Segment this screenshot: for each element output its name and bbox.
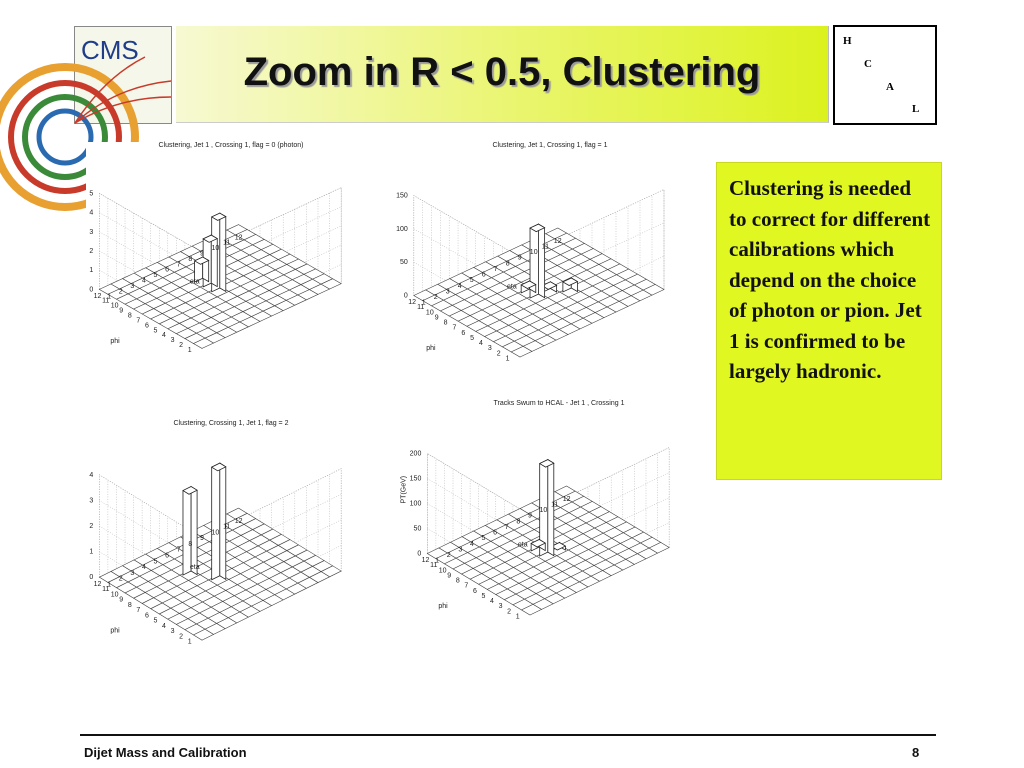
z-tick-label: 100 [409, 500, 422, 508]
plot-flag-2 [86, 420, 376, 676]
x-tick-label: 12 [234, 517, 243, 525]
y-tick-label: 11 [417, 304, 425, 312]
x-tick-label: 12 [234, 234, 243, 242]
z-tick-label: 150 [396, 192, 408, 200]
x-tick-label: 12 [553, 237, 562, 245]
z-tick-label: 3 [89, 228, 94, 236]
y-tick-label: 10 [110, 591, 119, 599]
plot-photon [86, 142, 376, 382]
x-tick-label: 2 [433, 294, 438, 302]
x-tick-label: 6 [165, 552, 170, 560]
y-tick-label: 2 [179, 633, 184, 641]
y-tick-label: 8 [443, 319, 448, 327]
plot-tracks [400, 400, 704, 650]
y-tick-label: 12 [408, 299, 417, 307]
y-tick-label: 12 [93, 292, 102, 300]
z-tick-label: 5 [89, 190, 94, 198]
plot-canvas [86, 420, 376, 676]
y-tick-label: 5 [153, 617, 158, 625]
y-tick-label: 6 [472, 587, 477, 595]
x-tick-label: 9 [527, 512, 532, 520]
y-tick-label: 6 [461, 329, 466, 337]
slide-title: Zoom in R < 0.5, Clustering [243, 50, 761, 94]
hcal-logo [833, 25, 937, 125]
y-tick-label: 9 [119, 307, 124, 315]
z-tick-label: 3 [89, 497, 94, 505]
y-tick-label: 9 [434, 314, 439, 322]
y-tick-label: 3 [498, 603, 503, 611]
x-tick-label: 2 [118, 575, 123, 583]
z-tick-label: 100 [396, 225, 408, 233]
plot-body [396, 190, 664, 363]
x-tick-label: 6 [165, 266, 170, 274]
x-tick-label: 1 [421, 299, 426, 307]
hcal-letter-l: L [912, 103, 920, 115]
z-tick-label: 1 [89, 548, 94, 556]
x-tick-label: 9 [517, 254, 522, 262]
plot-body [89, 188, 341, 354]
y-tick-label: 11 [102, 586, 110, 594]
x-tick-label: 6 [493, 529, 498, 537]
z-tick-label: 0 [89, 574, 94, 582]
y-tick-label: 5 [470, 334, 475, 342]
hcal-letter-h: H [843, 35, 852, 47]
x-tick-label: 10 [211, 529, 220, 537]
y-tick-label: 2 [507, 608, 512, 616]
x-tick-label: 3 [130, 282, 135, 290]
y-tick-label: 1 [505, 355, 510, 363]
y-tick-label: 12 [421, 557, 430, 565]
bar [212, 463, 226, 580]
plot-body [89, 463, 341, 645]
z-tick-label: 0 [89, 286, 94, 294]
z-tick-label: 0 [403, 292, 408, 300]
x-tick-label: 4 [457, 282, 462, 290]
note-box [716, 162, 942, 480]
x-tick-label: 6 [481, 271, 486, 279]
x-tick-label: 3 [130, 569, 135, 577]
x-tick-label: 11 [541, 243, 550, 251]
x-tick-label: 11 [223, 239, 231, 247]
x-axis-label: eta [189, 564, 200, 572]
z-tick-label: 1 [89, 267, 94, 275]
y-tick-label: 3 [487, 345, 492, 353]
x-tick-label: 8 [188, 540, 193, 548]
y-tick-label: 7 [136, 607, 141, 615]
page-number: 8 [912, 745, 920, 760]
y-tick-label: 4 [479, 340, 483, 348]
x-tick-label: 1 [107, 293, 112, 301]
y-tick-label: 11 [102, 297, 110, 305]
y-tick-label: 9 [119, 596, 124, 604]
y-axis-label: phi [426, 345, 436, 353]
y-axis-label: phi [438, 603, 448, 611]
y-tick-label: 7 [464, 582, 469, 590]
x-tick-label: 10 [529, 249, 538, 257]
y-tick-label: 2 [496, 350, 501, 358]
z-tick-label: 200 [409, 450, 422, 458]
x-tick-label: 9 [199, 250, 204, 258]
z-tick-label: 150 [409, 475, 422, 483]
x-tick-label: 10 [211, 245, 220, 253]
hcal-letter-c: C [864, 58, 872, 70]
x-tick-label: 5 [469, 277, 474, 285]
x-tick-label: 3 [445, 288, 450, 296]
x-tick-label: 10 [539, 507, 548, 515]
x-tick-label: 7 [493, 265, 498, 273]
x-tick-label: 2 [446, 552, 451, 560]
cms-logo [74, 26, 172, 124]
y-axis-label: phi [110, 337, 120, 345]
x-axis-label: eta [189, 278, 200, 286]
x-tick-label: 5 [481, 535, 486, 543]
plot-title: Clustering, Crossing 1, Jet 1, flag = 2 [173, 420, 289, 427]
x-tick-label: 8 [505, 260, 510, 268]
y-tick-label: 4 [162, 622, 166, 630]
y-tick-label: 1 [515, 613, 520, 621]
plot-body [400, 448, 669, 621]
x-tick-label: 4 [141, 564, 146, 572]
footer-divider [80, 734, 936, 736]
x-tick-label: 12 [562, 495, 571, 503]
x-tick-label: 1 [435, 557, 440, 565]
y-tick-label: 11 [430, 562, 438, 570]
plot-flag-1 [396, 142, 700, 392]
y-tick-label: 8 [127, 312, 132, 320]
x-tick-label: 2 [118, 288, 123, 296]
x-axis-label: eta [517, 541, 528, 549]
y-tick-label: 2 [179, 342, 184, 350]
y-tick-label: 8 [127, 601, 132, 609]
x-tick-label: 1 [107, 581, 112, 589]
y-tick-label: 7 [136, 317, 141, 325]
x-tick-label: 9 [199, 535, 204, 543]
z-tick-label: 4 [89, 471, 94, 479]
y-tick-label: 3 [170, 337, 175, 345]
x-tick-label: 11 [551, 501, 559, 509]
footer-title: Dijet Mass and Calibration [84, 745, 247, 760]
x-tick-label: 4 [141, 277, 146, 285]
x-tick-label: 3 [458, 546, 463, 554]
y-tick-label: 10 [110, 302, 119, 310]
z-tick-label: 2 [89, 247, 94, 255]
plot-title: Tracks Swum to HCAL - Jet 1 , Crossing 1 [493, 400, 625, 407]
plot-canvas [400, 400, 704, 650]
x-tick-label: 7 [176, 261, 181, 269]
y-tick-label: 4 [162, 332, 166, 340]
x-tick-label: 11 [223, 523, 231, 531]
plot-title: Clustering, Jet 1, Crossing 1, flag = 1 [492, 142, 608, 149]
cms-logo-text: CMS [81, 35, 139, 65]
y-tick-label: 7 [452, 324, 457, 332]
z-tick-label: 2 [89, 522, 94, 530]
x-axis-label: eta [507, 283, 517, 291]
y-tick-label: 8 [455, 577, 460, 585]
y-tick-label: 10 [425, 309, 434, 317]
hcal-letter-a: A [886, 81, 894, 93]
y-tick-label: 5 [481, 592, 486, 600]
z-tick-label: 0 [417, 550, 422, 558]
z-tick-label: 4 [89, 209, 94, 217]
x-tick-label: 5 [153, 558, 158, 566]
y-tick-label: 4 [490, 598, 494, 606]
x-tick-label: 8 [188, 255, 193, 263]
y-tick-label: 1 [187, 638, 192, 646]
y-tick-label: 5 [153, 327, 158, 335]
plot-canvas [396, 142, 700, 392]
x-tick-label: 7 [176, 546, 181, 554]
y-tick-label: 6 [144, 322, 149, 330]
z-tick-label: 50 [400, 259, 408, 267]
plot-title: Clustering, Jet 1 , Crossing 1, flag = 0 (photon) [158, 142, 304, 149]
z-tick-label: 50 [413, 525, 422, 533]
y-tick-label: 12 [93, 580, 102, 588]
bar [183, 487, 197, 576]
plot-canvas [86, 142, 376, 382]
title-banner [176, 26, 829, 123]
y-tick-label: 6 [144, 612, 149, 620]
y-tick-label: 10 [438, 567, 447, 575]
y-axis-label: phi [110, 627, 120, 635]
x-tick-label: 5 [153, 272, 158, 280]
x-tick-label: 7 [504, 523, 509, 531]
y-tick-label: 1 [187, 346, 192, 354]
y-tick-label: 9 [447, 572, 452, 580]
z-axis-label: PT(GeV) [400, 475, 408, 504]
y-tick-label: 3 [170, 628, 175, 636]
x-tick-label: 8 [516, 518, 521, 526]
note-text: Clustering is needed to correct for different calibrations which depend on the choice of photon or pion. Jet 1 is confirmed to be largely hadronic. [729, 176, 931, 383]
x-tick-label: 4 [469, 540, 474, 548]
